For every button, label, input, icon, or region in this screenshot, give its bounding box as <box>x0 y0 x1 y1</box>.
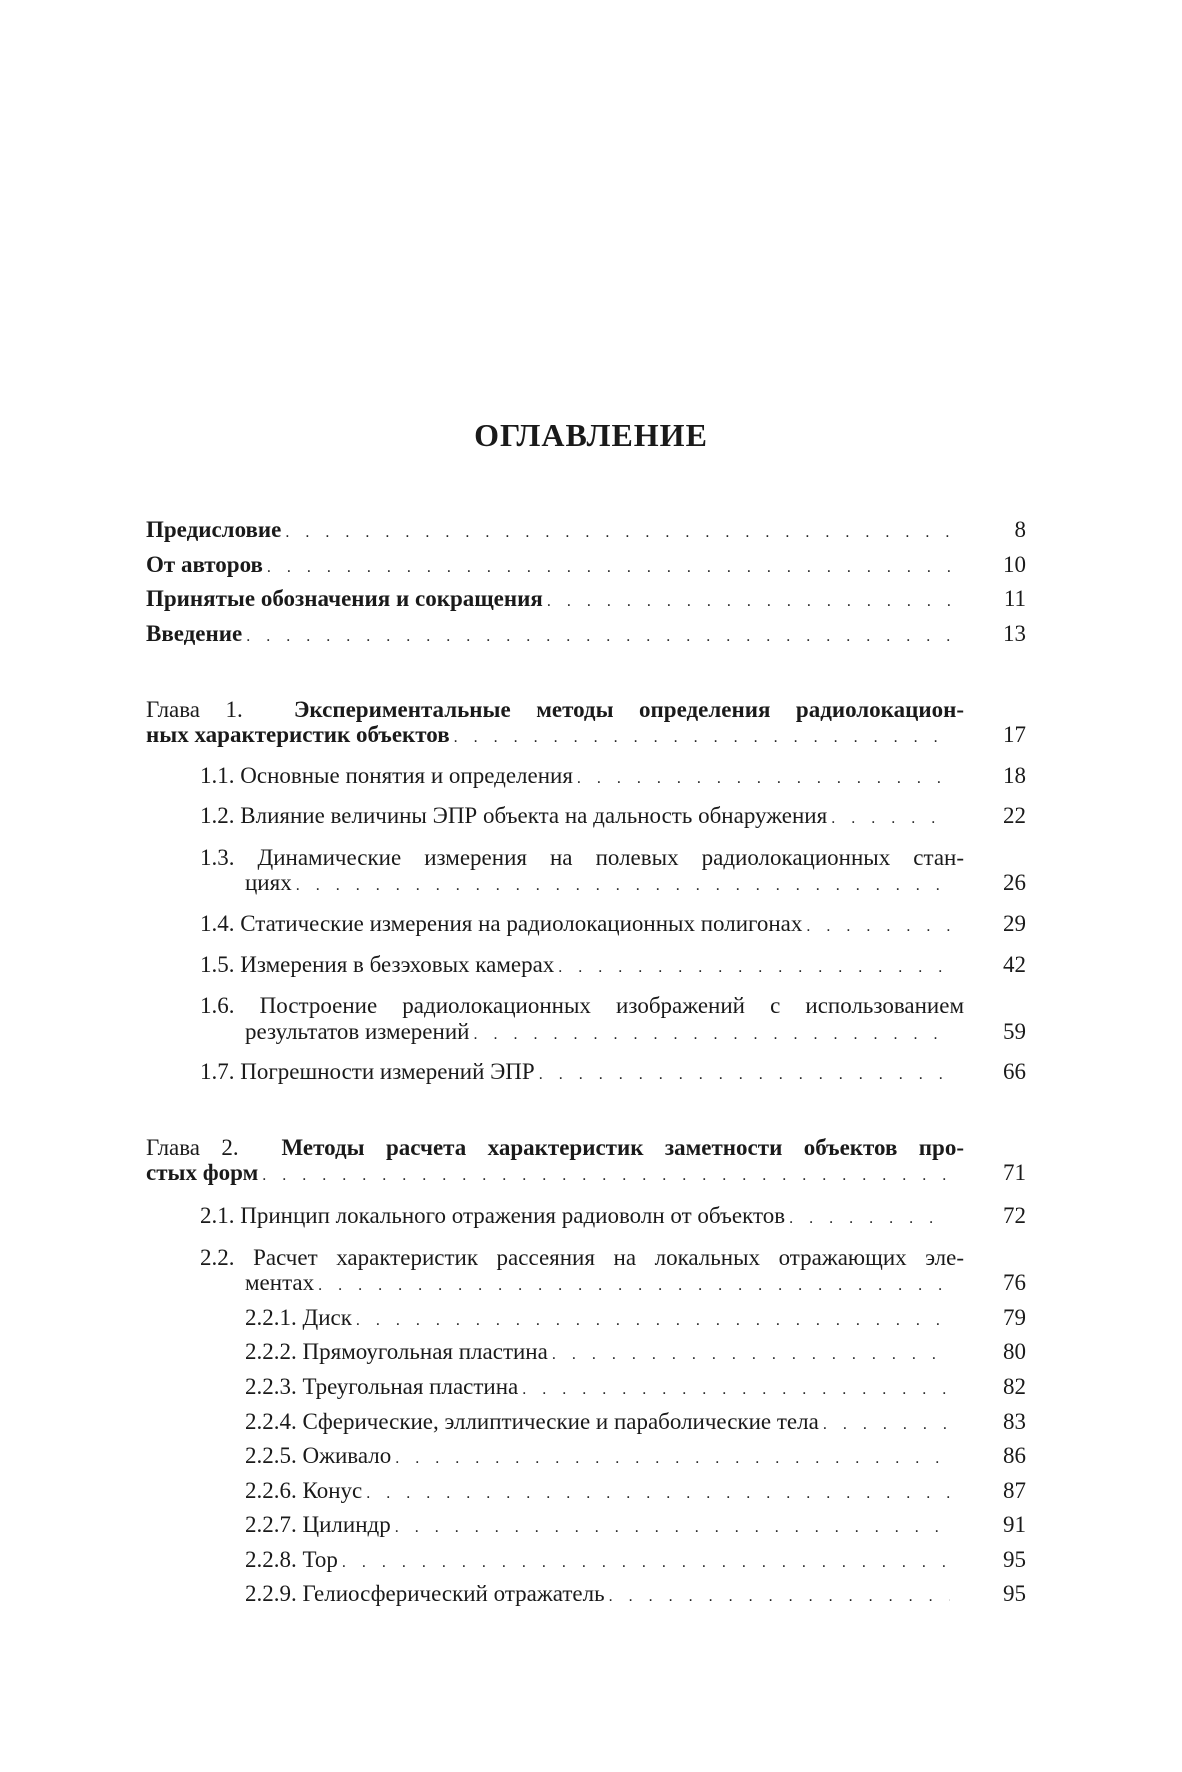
page-number: 26 <box>1003 870 1026 895</box>
page-number: 71 <box>1003 1160 1026 1185</box>
page-number: 29 <box>1003 911 1026 936</box>
chapter-prefix: Глава 2. <box>146 1135 239 1160</box>
subsection-number: 2.2.6. <box>245 1478 297 1503</box>
dot-leader <box>789 1204 950 1233</box>
page-number: 11 <box>1003 586 1026 611</box>
dot-leader <box>454 723 950 752</box>
subsection-title: Прямоугольная пластина <box>302 1339 548 1364</box>
section-title: Расчет характеристик рассеяния на локальных отражающих эле- <box>253 1245 964 1270</box>
chapter-title-cont: стых форм <box>146 1160 259 1185</box>
toc-entry-label: Предисловие <box>146 517 282 542</box>
dot-leader <box>318 1271 950 1300</box>
dot-leader <box>609 1582 950 1611</box>
page-number: 13 <box>1003 621 1026 646</box>
section-title: Влияние величины ЭПР объекта на дальность обнаружения <box>240 803 828 828</box>
section-title-cont: результатов измерений <box>245 1019 470 1044</box>
subsection-title: Сферические, эллиптические и параболические тела <box>302 1409 819 1434</box>
section-number: 1.7. <box>200 1059 235 1084</box>
subsection-title: Цилиндр <box>302 1512 391 1537</box>
page-number: 91 <box>1003 1512 1026 1537</box>
subsection-number: 2.2.1. <box>245 1305 297 1330</box>
chapter-title-cont: ных характеристик объектов <box>146 722 450 747</box>
page-number: 17 <box>1003 722 1026 747</box>
dot-leader <box>577 764 950 793</box>
subsection-title: Треугольная пластина <box>302 1374 519 1399</box>
subsection-title: Конус <box>302 1478 363 1503</box>
section-title-cont: ментах <box>245 1270 315 1295</box>
page-number: 82 <box>1003 1374 1026 1399</box>
dot-leader <box>285 518 950 547</box>
dot-leader <box>366 1479 950 1508</box>
page-number: 79 <box>1003 1305 1026 1330</box>
page-number: 59 <box>1003 1019 1026 1044</box>
dot-leader <box>395 1513 950 1542</box>
subsection-number: 2.2.4. <box>245 1409 297 1434</box>
page-number: 10 <box>1003 552 1026 577</box>
subsection-number: 2.2.9. <box>245 1581 297 1606</box>
dot-leader <box>342 1548 950 1577</box>
dot-leader <box>246 622 950 651</box>
subsection-number: 2.2.5. <box>245 1443 297 1468</box>
page-number: 8 <box>1014 517 1026 542</box>
page-number: 42 <box>1003 952 1026 977</box>
section-number: 2.2. <box>200 1245 235 1270</box>
dot-leader <box>522 1375 950 1404</box>
page-number: 72 <box>1003 1203 1026 1228</box>
subsection-number: 2.2.7. <box>245 1512 297 1537</box>
dot-leader <box>831 804 950 833</box>
page-number: 18 <box>1003 763 1026 788</box>
dot-leader <box>262 1161 950 1190</box>
dot-leader <box>356 1306 950 1335</box>
section-title: Погрешности измерений ЭПР <box>240 1059 535 1084</box>
section-title: Построение радиолокационных изображений с использованием <box>259 993 965 1018</box>
toc-entry-label: Принятые обозначения и сокращения <box>146 586 543 611</box>
section-number: 1.1. <box>200 763 235 788</box>
section-number: 1.6. <box>200 993 235 1018</box>
dot-leader <box>823 1410 950 1439</box>
dot-leader <box>539 1060 950 1089</box>
section-number: 1.2. <box>200 803 235 828</box>
page-number: 76 <box>1003 1270 1026 1295</box>
dot-leader <box>558 953 950 982</box>
section-title: Динамические измерения на полевых радиолокационных стан- <box>257 845 964 870</box>
dot-leader <box>267 553 950 582</box>
section-title: Измерения в безэховых камерах <box>240 952 555 977</box>
section-title: Основные понятия и определения <box>240 763 573 788</box>
page-title: ОГЛАВЛЕНИЕ <box>474 417 708 453</box>
subsection-title: Тор <box>302 1547 338 1572</box>
page-number: 95 <box>1003 1581 1026 1606</box>
dot-leader <box>547 587 950 616</box>
dot-leader <box>395 1444 950 1473</box>
page-number: 86 <box>1003 1443 1026 1468</box>
page-number: 66 <box>1003 1059 1026 1084</box>
chapter-title: Методы расчета характеристик заметности объектов про- <box>281 1135 964 1160</box>
page-number: 87 <box>1003 1478 1026 1503</box>
page-number: 80 <box>1003 1339 1026 1364</box>
subsection-number: 2.2.3. <box>245 1374 297 1399</box>
dot-leader <box>552 1340 950 1369</box>
section-title-cont: циях <box>245 870 292 895</box>
section-number: 1.3. <box>200 845 235 870</box>
page-number: 22 <box>1003 803 1026 828</box>
section-number: 1.4. <box>200 911 235 936</box>
subsection-title: Гелиосферический отражатель <box>302 1581 605 1606</box>
section-title: Статические измерения на радиолокационных полигонах <box>240 911 803 936</box>
chapter-prefix: Глава 1. <box>146 697 243 722</box>
subsection-title: Оживало <box>302 1443 392 1468</box>
dot-leader <box>806 912 950 941</box>
subsection-number: 2.2.2. <box>245 1339 297 1364</box>
page-number: 95 <box>1003 1547 1026 1572</box>
subsection-title: Диск <box>302 1305 352 1330</box>
page-number: 83 <box>1003 1409 1026 1434</box>
toc-entry-label: От авторов <box>146 552 263 577</box>
dot-leader <box>473 1020 950 1049</box>
section-title: Принцип локального отражения радиоволн от объектов <box>240 1203 786 1228</box>
toc-entry-label: Введение <box>146 621 243 646</box>
chapter-title: Экспериментальные методы определения радиолокацион- <box>293 697 964 722</box>
section-line1 <box>200 991 964 1020</box>
section-number: 1.5. <box>200 952 235 977</box>
dot-leader <box>296 871 950 900</box>
section-number: 2.1. <box>200 1203 235 1228</box>
subsection-number: 2.2.8. <box>245 1547 297 1572</box>
